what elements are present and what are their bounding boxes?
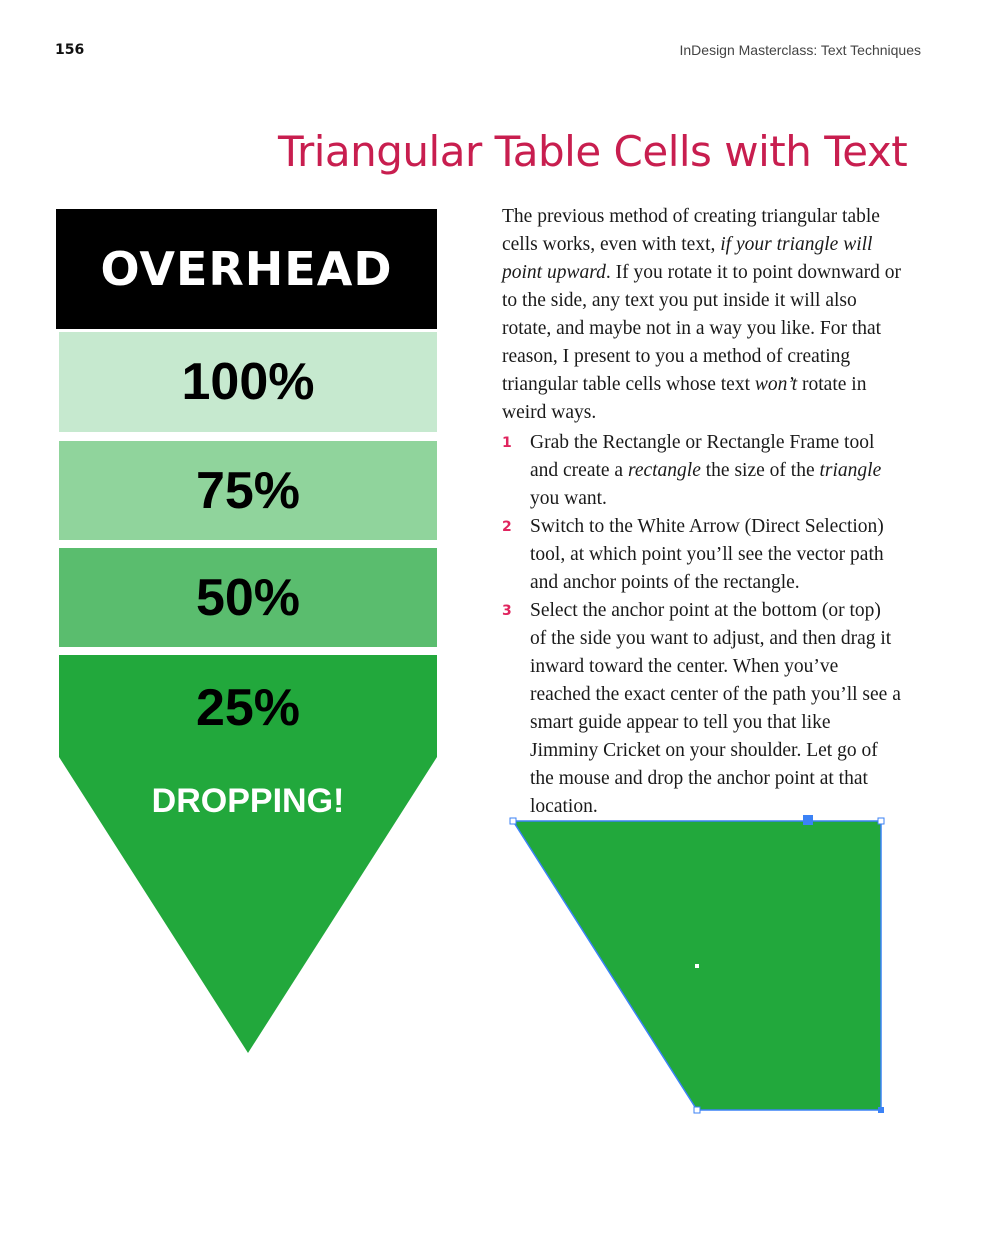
anchor-point-bottom-left xyxy=(694,1107,700,1113)
step-2: 2 Switch to the White Arrow (Direct Selection) tool, at which point you’ll see the vector path and anchor points of the rectangle. xyxy=(502,513,902,597)
page-title: Triangular Table Cells with Text xyxy=(278,127,908,176)
overhead-header-cell: OVERHEAD xyxy=(56,209,437,329)
cell-75-percent: 75% xyxy=(59,441,437,540)
intro-paragraph: The previous method of creating triangular table cells works, even with text, if your triangle will point upward. If you rotate it to point downward or to the side, any text you put inside it will also rotate, and maybe not in a way you like. For that reason, I present to you a method of creating triangular table cells whose text won’t rotate in weird ways. xyxy=(502,206,901,423)
cell-50-percent: 50% xyxy=(59,548,437,647)
dropping-label: DROPPING! xyxy=(151,781,345,820)
steps-list xyxy=(502,429,902,821)
step-number: 2 xyxy=(502,519,512,535)
step-number: 1 xyxy=(502,435,512,451)
page-number: 156 xyxy=(55,42,85,58)
body-text xyxy=(502,203,902,821)
center-point xyxy=(695,964,699,968)
anchor-point-top-right xyxy=(878,818,884,824)
cell-25-percent: 25% xyxy=(195,679,301,737)
anchor-point-top-middle xyxy=(803,815,813,825)
step-number: 3 xyxy=(502,603,512,619)
anchor-point-bottom-right xyxy=(878,1107,884,1113)
anchor-point-top-left xyxy=(510,818,516,824)
cell-100-percent: 100% xyxy=(59,332,437,432)
running-head: InDesign Masterclass: Text Techniques xyxy=(679,42,921,58)
step-3: 3 Select the anchor point at the bottom (or top) of the side you want to adjust, and then drag it inward toward the center. When you’ve reached the exact center of the path you’ll see a smart guide appear to tell you that like Jimminy Cricket on your shoulder. Let go of the mouse and drop the anchor point at that location. xyxy=(502,597,902,821)
step-1: 1 Grab the Rectangle or Rectangle Frame tool and create a rectangle the size of the triangle you want. xyxy=(502,429,902,513)
trapezoid-illustration xyxy=(508,812,888,1118)
